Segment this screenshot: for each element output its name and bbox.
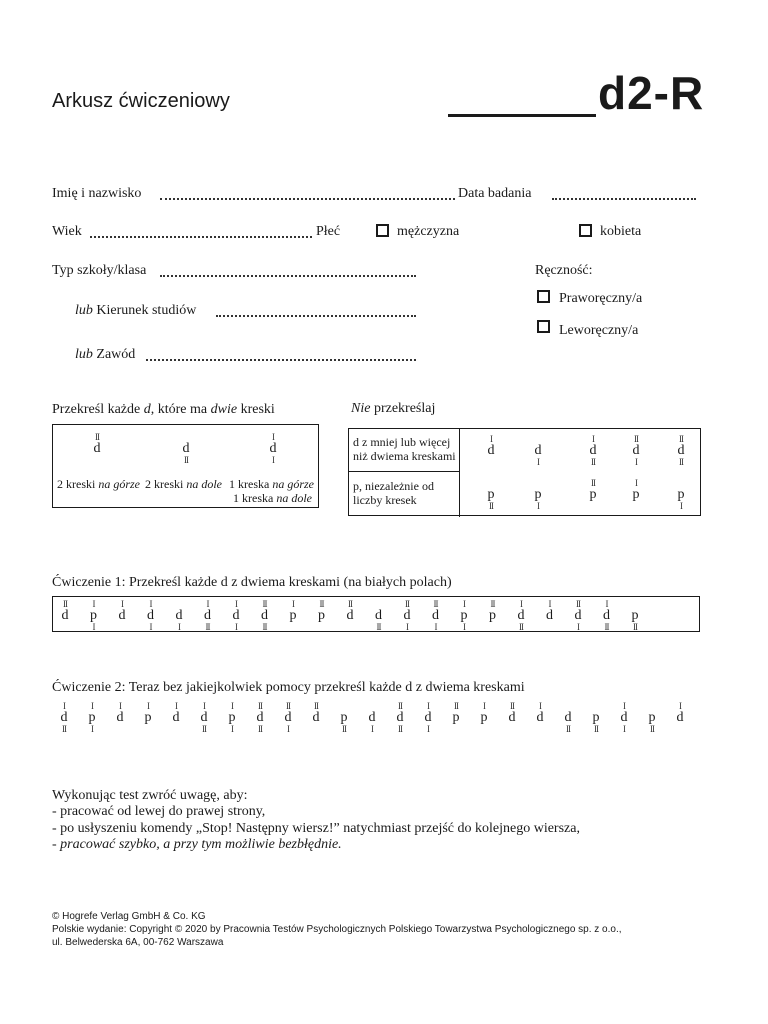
symbol-letter: d <box>677 443 685 458</box>
bottom-dashes: I <box>463 622 465 632</box>
symbol-d[interactable] <box>629 435 643 467</box>
exercise2-row <box>52 700 700 736</box>
symbol-d[interactable] <box>365 702 379 734</box>
symbol-letter: d <box>61 608 69 623</box>
exercise1-row <box>52 596 700 632</box>
symbol-d[interactable] <box>372 600 386 632</box>
symbol-d[interactable] <box>144 600 158 632</box>
caption-italic: na górze <box>272 477 314 491</box>
bottom-dashes <box>115 623 129 632</box>
symbol-letter: p <box>589 487 597 502</box>
dont-cross-examples-box <box>348 428 701 516</box>
symbol-p[interactable] <box>87 600 101 632</box>
bottom-dashes <box>286 623 300 632</box>
symbol-p[interactable] <box>225 702 239 734</box>
symbol-letter: d <box>147 608 154 623</box>
bottom-dashes: II <box>591 457 595 467</box>
symbol-letter: d <box>116 710 124 725</box>
symbol-d[interactable] <box>258 600 272 632</box>
row1-text-2: niż dwiema kreskami <box>353 449 456 463</box>
top-dashes: I <box>147 701 149 711</box>
bottom-dashes: II <box>604 622 609 632</box>
top-dashes: I <box>91 701 93 711</box>
rule-d: d <box>143 402 151 417</box>
rule-prefix: Przekreśl każde <box>52 402 141 417</box>
bottom-dashes: II <box>489 501 493 511</box>
bottom-dashes: I <box>635 457 637 467</box>
symbol-p[interactable] <box>629 479 643 511</box>
symbol-letter: d <box>175 608 183 623</box>
symbol-letter: d <box>546 608 553 623</box>
symbol-d[interactable] <box>673 702 687 734</box>
bottom-dashes: II <box>519 622 523 632</box>
bottom-dashes: II <box>262 622 267 632</box>
bottom-dashes <box>90 456 104 465</box>
symbol-d[interactable] <box>281 702 295 734</box>
symbol-d[interactable] <box>172 600 186 632</box>
symbol-letter: p <box>90 608 97 623</box>
age-label: Wiek <box>52 224 82 239</box>
symbol-letter: p <box>289 608 297 623</box>
bottom-dashes <box>484 458 498 467</box>
caption-text: 2 kreski <box>57 477 96 491</box>
symbol-d[interactable] <box>505 702 519 734</box>
top-dashes: I <box>292 599 294 609</box>
bottom-dashes: I <box>577 622 579 632</box>
symbol-letter: d <box>632 443 640 458</box>
bottom-dashes <box>477 725 491 734</box>
symbol-letter: d <box>256 710 264 725</box>
bottom-dashes: II <box>398 724 402 734</box>
symbol-d[interactable] <box>531 435 545 467</box>
symbol-p[interactable] <box>286 600 300 632</box>
rule-two: dwie <box>210 402 238 417</box>
bottom-dashes <box>629 502 643 511</box>
symbol-letter: d <box>508 710 516 725</box>
symbol-letter: p <box>632 487 640 502</box>
top-dashes: I <box>235 599 237 609</box>
column-divider <box>459 429 460 517</box>
rule-dont-suffix: przekreślaj <box>373 401 436 416</box>
symbol-d[interactable] <box>617 702 631 734</box>
symbol-letter: p <box>460 608 468 623</box>
caption-two-top <box>57 477 140 491</box>
symbol-letter: p <box>631 608 639 623</box>
row-divider <box>349 471 459 472</box>
symbol-d[interactable] <box>179 433 193 465</box>
symbol-letter: d <box>574 608 582 623</box>
top-dashes: II <box>634 434 638 444</box>
symbol-p[interactable] <box>315 600 329 632</box>
symbol-p[interactable] <box>486 600 500 632</box>
bottom-dashes <box>449 725 463 734</box>
study-field[interactable] <box>216 315 416 317</box>
bottom-dashes: I <box>235 622 237 632</box>
symbol-letter: d <box>172 710 180 725</box>
symbol-letter: d <box>118 608 126 623</box>
bottom-dashes <box>113 725 127 734</box>
right-handed-label: Praworęczny/a <box>559 291 643 306</box>
symbol-p[interactable] <box>141 702 155 734</box>
bottom-dashes <box>543 623 557 632</box>
top-dashes: I <box>203 701 205 711</box>
top-dashes: I <box>206 599 209 609</box>
symbol-d[interactable] <box>543 600 557 632</box>
name-field[interactable] <box>160 198 455 200</box>
symbol-d[interactable] <box>90 433 104 465</box>
symbol-d[interactable] <box>57 702 71 734</box>
top-dashes: I <box>490 434 492 444</box>
symbol-letter: d <box>312 710 320 725</box>
bottom-dashes: II <box>202 724 206 734</box>
symbol-letter: p <box>228 710 236 725</box>
bottom-dashes: II <box>205 622 210 632</box>
instructions-line-2: - po usłyszeniu komendy „Stop! Następny wiersz!” natychmiast przejść do kolejnego wiersza, <box>52 821 580 836</box>
symbol-letter: d <box>60 710 68 725</box>
symbol-d[interactable] <box>421 702 435 734</box>
bottom-dashes: II <box>342 724 346 734</box>
symbol-letter: p <box>592 710 600 725</box>
left-handed-label: Leworęczny/a <box>559 323 639 338</box>
symbol-d[interactable] <box>309 702 323 734</box>
caption-one-bottom <box>233 491 312 505</box>
bottom-dashes: I <box>287 724 289 734</box>
symbol-letter: p <box>88 710 96 725</box>
top-dashes: I <box>463 599 465 609</box>
caption-italic: na dole <box>186 477 222 491</box>
top-dashes: II <box>319 599 324 609</box>
or-word: lub <box>75 303 93 318</box>
symbol-letter: d <box>536 710 544 725</box>
instructions-line-1: - pracować od lewej do prawej strony, <box>52 804 266 819</box>
top-dashes: I <box>679 701 681 711</box>
caption-italic: na górze <box>98 477 140 491</box>
exercise1-label: Ćwiczenie 1: Przekreśl każde d z dwiema kreskami (na białych polach) <box>52 575 452 590</box>
symbol-p[interactable] <box>531 479 545 511</box>
bottom-dashes <box>533 725 547 734</box>
rule-middle: , które ma <box>150 402 208 417</box>
caption-text: 1 kreska <box>233 491 274 505</box>
top-dashes: II <box>405 599 409 609</box>
bottom-dashes: II <box>650 724 654 734</box>
symbol-letter: d <box>432 608 439 623</box>
symbol-d[interactable] <box>561 702 575 734</box>
job-text: Zawód <box>96 347 136 362</box>
symbol-letter: p <box>452 710 460 725</box>
symbol-p[interactable] <box>85 702 99 734</box>
symbol-letter: d <box>200 710 208 725</box>
top-dashes: II <box>63 599 67 609</box>
date-label: Data badania <box>458 186 532 201</box>
symbol-letter: p <box>489 608 496 623</box>
top-dashes: II <box>95 432 99 442</box>
top-dashes: I <box>548 599 551 609</box>
symbol-letter: d <box>182 441 190 456</box>
bottom-dashes <box>309 725 323 734</box>
symbol-letter: d <box>375 608 382 623</box>
top-dashes: II <box>398 701 402 711</box>
or-word: lub <box>75 347 93 362</box>
bottom-dashes <box>169 725 183 734</box>
bottom-dashes: I <box>92 622 95 632</box>
symbol-letter: d <box>487 443 495 458</box>
symbol-letter: d <box>261 608 268 623</box>
symbol-letter: d <box>424 710 432 725</box>
symbol-letter: p <box>318 608 325 623</box>
top-dashes: I <box>92 599 95 609</box>
symbol-d[interactable] <box>514 600 528 632</box>
symbol-letter: d <box>232 608 240 623</box>
symbol-d[interactable] <box>58 600 72 632</box>
symbol-letter: d <box>534 443 542 458</box>
date-field[interactable] <box>552 198 696 200</box>
top-dashes: II <box>258 701 262 711</box>
test-logo: d2-R <box>598 67 705 119</box>
symbol-d[interactable] <box>201 600 215 632</box>
name-label: Imię i nazwisko <box>52 186 142 201</box>
top-dashes: I <box>121 599 123 609</box>
bottom-dashes: I <box>178 622 180 632</box>
top-dashes: I <box>119 701 121 711</box>
male-label: mężczyzna <box>397 224 460 239</box>
symbol-letter: d <box>403 608 411 623</box>
symbol-letter: d <box>517 608 525 623</box>
symbol-d[interactable] <box>197 702 211 734</box>
top-dashes: I <box>520 599 522 609</box>
symbol-d[interactable] <box>586 435 600 467</box>
school-label: Typ szkoły/klasa <box>52 263 147 278</box>
cross-examples-box <box>52 424 319 508</box>
bottom-dashes: I <box>680 501 682 511</box>
bottom-dashes: I <box>427 724 429 734</box>
symbol-letter: d <box>676 710 684 725</box>
top-dashes: II <box>348 599 352 609</box>
bottom-dashes: I <box>537 501 539 511</box>
symbol-d[interactable] <box>400 600 414 632</box>
symbol-d[interactable] <box>393 702 407 734</box>
symbol-letter: d <box>93 441 101 456</box>
symbol-letter: d <box>204 608 211 623</box>
bottom-dashes <box>505 725 519 734</box>
symbol-p[interactable] <box>586 479 600 511</box>
age-field[interactable] <box>90 236 312 238</box>
symbol-letter: d <box>564 710 572 725</box>
bottom-dashes: I <box>623 724 625 734</box>
symbol-letter: p <box>144 710 152 725</box>
symbol-d[interactable] <box>674 435 688 467</box>
symbol-letter: p <box>534 487 542 502</box>
symbol-p[interactable] <box>449 702 463 734</box>
symbol-letter: p <box>677 487 685 502</box>
bottom-dashes: II <box>679 457 683 467</box>
top-dashes: II <box>490 599 495 609</box>
symbol-letter: d <box>603 608 610 623</box>
top-dashes: II <box>591 478 595 488</box>
bottom-dashes: I <box>406 622 408 632</box>
bottom-dashes <box>586 502 600 511</box>
bottom-dashes: II <box>62 724 66 734</box>
symbol-p[interactable] <box>477 702 491 734</box>
caption-text: 2 kreski <box>145 477 184 491</box>
bottom-dashes <box>141 725 155 734</box>
handedness-label: Ręczność: <box>535 263 593 278</box>
rule-suffix: kreski <box>240 402 275 417</box>
symbol-letter: d <box>589 443 597 458</box>
top-dashes: II <box>679 434 683 444</box>
bottom-dashes: I <box>371 724 373 734</box>
footer-publisher: Polskie wydanie: Copyright © 2020 by Pracownia Testów Psychologicznych Polskiego Towarzystwa Psychologicznego sp. z o.o., <box>52 924 622 935</box>
symbol-p[interactable] <box>674 479 688 511</box>
top-dashes: I <box>175 701 177 711</box>
job-label <box>75 347 135 363</box>
sex-label: Płeć <box>316 224 341 239</box>
symbol-p[interactable] <box>628 600 642 632</box>
top-dashes: I <box>623 701 625 711</box>
top-dashes: I <box>272 432 274 442</box>
school-field[interactable] <box>160 275 416 277</box>
caption-text: 1 kreska <box>229 477 270 491</box>
top-dashes: II <box>262 599 267 609</box>
symbol-d[interactable] <box>115 600 129 632</box>
caption-one-top <box>229 477 314 491</box>
top-dashes: I <box>427 701 429 711</box>
symbol-d[interactable] <box>429 600 443 632</box>
female-checkbox[interactable] <box>579 224 592 237</box>
symbol-d[interactable] <box>343 600 357 632</box>
row2-text-1: p, niezależnie od <box>353 479 434 493</box>
symbol-letter: d <box>396 710 404 725</box>
female-label: kobieta <box>600 224 642 239</box>
symbol-letter: d <box>368 710 376 725</box>
footer-copyright: © Hogrefe Verlag GmbH & Co. KG <box>52 911 206 922</box>
row1-text-1: d z mniej lub więcej <box>353 435 451 449</box>
top-dashes: I <box>635 478 637 488</box>
instructions-line-3 <box>52 836 342 853</box>
study-text: Kierunek studiów <box>96 303 197 318</box>
bottom-dashes: I <box>537 457 539 467</box>
top-dashes: I <box>63 701 65 711</box>
exercise2-label: Ćwiczenie 2: Teraz bez jakiejkolwiek pomocy przekreśl każde d z dwiema kreskami <box>52 680 525 695</box>
top-dashes: II <box>510 701 514 711</box>
bottom-dashes <box>315 623 329 632</box>
symbol-d[interactable] <box>533 702 547 734</box>
bottom-dashes: II <box>376 622 381 632</box>
symbol-p[interactable] <box>589 702 603 734</box>
symbol-d[interactable] <box>229 600 243 632</box>
rule-not: Nie <box>351 401 371 416</box>
caption-two-bottom <box>145 477 222 491</box>
bottom-dashes <box>486 623 500 632</box>
symbol-letter: d <box>346 608 354 623</box>
instructions-heading: Wykonując test zwróć uwagę, aby: <box>52 788 248 803</box>
symbol-p[interactable] <box>457 600 471 632</box>
bottom-dashes: II <box>258 724 262 734</box>
left-handed-checkbox[interactable] <box>537 320 550 333</box>
symbol-letter: d <box>620 710 628 725</box>
top-dashes: I <box>592 434 594 444</box>
symbol-d[interactable] <box>600 600 614 632</box>
title-underline <box>448 114 596 117</box>
symbol-p[interactable] <box>484 479 498 511</box>
symbol-d[interactable] <box>113 702 127 734</box>
instructions-italic: pracować szybko, a przy tym możliwie bezbłędnie. <box>60 837 342 852</box>
rule-cross-heading <box>52 402 275 418</box>
top-dashes: II <box>454 701 458 711</box>
top-dashes: I <box>539 701 541 711</box>
top-dashes: II <box>433 599 438 609</box>
symbol-letter: p <box>487 487 495 502</box>
bottom-dashes: I <box>434 622 437 632</box>
job-field[interactable] <box>146 359 416 361</box>
footer-address: ul. Belwederska 6A, 00-762 Warszawa <box>52 937 224 948</box>
caption-italic: na dole <box>276 491 312 505</box>
symbol-d[interactable] <box>169 702 183 734</box>
bottom-dashes: I <box>272 455 274 465</box>
symbol-letter: p <box>340 710 348 725</box>
male-checkbox[interactable] <box>376 224 389 237</box>
bottom-dashes <box>343 623 357 632</box>
bottom-dashes: II <box>633 622 637 632</box>
bottom-dashes: II <box>184 455 188 465</box>
top-dashes: I <box>483 701 485 711</box>
bottom-dashes: I <box>149 622 152 632</box>
page-title: Arkusz ćwiczeniowy <box>52 90 230 112</box>
bottom-dashes: I <box>231 724 233 734</box>
symbol-letter: d <box>269 441 277 456</box>
top-dashes: I <box>231 701 233 711</box>
symbol-letter: d <box>284 710 292 725</box>
top-dashes: II <box>286 701 290 711</box>
bottom-dashes: II <box>566 724 570 734</box>
row2-text-2: liczby kresek <box>353 493 417 507</box>
symbol-d[interactable] <box>266 433 280 465</box>
top-dashes: I <box>149 599 152 609</box>
symbol-letter: p <box>648 710 656 725</box>
bottom-dashes: II <box>594 724 598 734</box>
bottom-dashes <box>58 623 72 632</box>
top-dashes: II <box>576 599 580 609</box>
symbol-p[interactable] <box>337 702 351 734</box>
symbol-letter: p <box>480 710 488 725</box>
symbol-d[interactable] <box>484 435 498 467</box>
symbol-p[interactable] <box>645 702 659 734</box>
top-dashes: I <box>605 599 608 609</box>
rule-dont-heading <box>351 401 435 417</box>
symbol-d[interactable] <box>253 702 267 734</box>
bottom-dashes <box>673 725 687 734</box>
bottom-dashes: I <box>91 724 93 734</box>
right-handed-checkbox[interactable] <box>537 290 550 303</box>
instructions-dash: - <box>52 837 57 852</box>
symbol-d[interactable] <box>571 600 585 632</box>
top-dashes: II <box>314 701 318 711</box>
study-label <box>75 303 196 319</box>
